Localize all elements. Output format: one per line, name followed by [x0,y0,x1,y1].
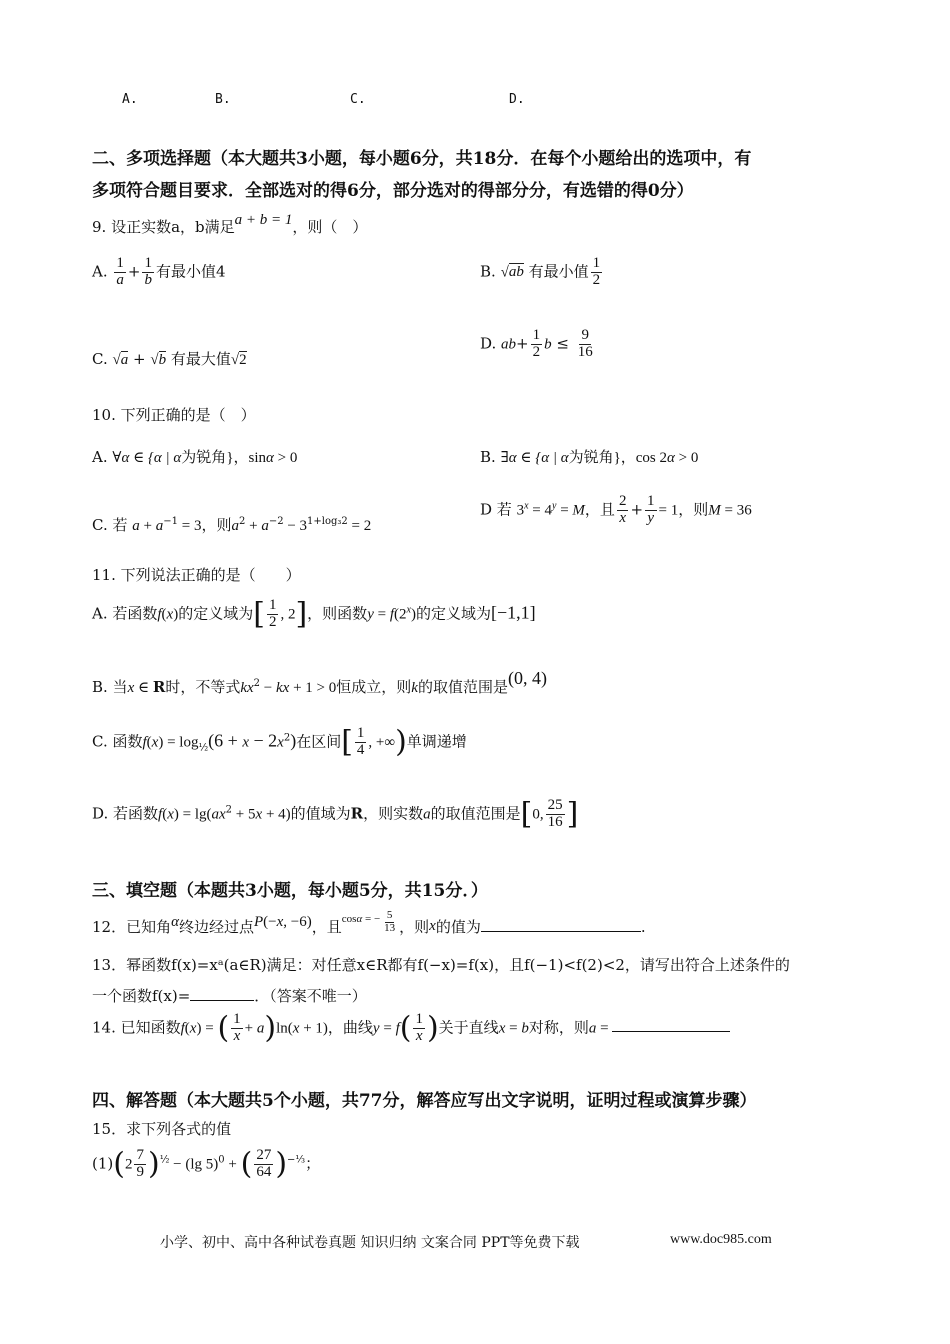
section4-heading: 四、解答题（本大题共5个小题，共77分，解答应写出文字说明，证明过程或演算步骤） [92,1091,757,1111]
q8-option-d: D. [509,92,525,107]
q13-answer-blank[interactable] [190,986,254,1001]
q11-stem: 11. 下列说法正确的是（ ） [92,566,301,584]
q10-option-b: B. ∃α ∈ {α | α为锐角}，cos 2α > 0 [480,448,699,466]
q11-option-d: D. 若函数$f(x) = \lg(ax^2 + 5x + 4)$的值域为R，则实数a的取值范围是[0, $\frac{25}{16}$ ] [92,796,579,832]
q9-option-c: C. √a + √b 有最大值√2 [92,350,247,368]
q9-option-d: D. ab+ $\frac{1}{2}$ b ≤ $\frac{9}{16}$ [480,327,593,360]
q13-line2: 一个函数f(x)= ．（答案不唯一） [92,987,367,1005]
footer-url[interactable]: www.doc985.com [670,1232,772,1247]
footer-text: 小学、初中、高中各种试卷真题 知识归纳 文案合同 PPT等免费下载 [160,1235,580,1251]
q8-option-c: C. [350,92,366,107]
q10-option-a: A. ∀α ∈ {α | α为锐角}，sinα > 0 [92,448,298,466]
section3-heading: 三、填空题（本题共3小题，每小题5分，共15分．） [92,881,488,901]
q11-option-b: B. 当x ∈ R时，不等式$kx^2$ − kx + 1 > 0恒成立，则k的取值范围是(0, 4) [92,668,547,696]
q8-option-a: A. [122,92,138,107]
q9-option-a: A. $\frac{1}{a}$ + $\frac{1}{b}$ 有最小值4 [92,255,226,288]
q13-line1: 13．幂函数f(x)=xᵃ(a∈R)满足：对任意x∈R都有f(−x)=f(x)，且f(−1)<f(2)<2，请写出符合上述条件的 [92,956,790,974]
q12-answer-blank[interactable] [481,917,641,932]
q15-part1: (1)(2 $\frac{7}{9}$ )$^{\frac{1}{2}}$ − (lg 5)$^0$ + ( $\frac{27}{64}$ )$^{-\frac{1}{3}}$； [92,1146,321,1182]
q9-stem: 9. 设正实数a，b满足a + b = 1，则（ ） [92,212,368,236]
q10-option-c: C. 若 $a + a^{-1} = 3$，则$a^2 + a^{-2} - 3^{1+log_32} = 2$ [92,516,372,534]
section2-heading-line1: 二、多项选择题（本大题共3小题，每小题6分，共18分．在每个小题给出的选项中，有 [92,149,752,169]
q14: 14. 已知函数f(x) = ( $\frac{1}{x}$ + a)ln(x + 1)，曲线y = f( $\frac{1}{x}$ )关于直线x = b对称，则a = [92,1012,730,1045]
q9-option-b: B. √ab 有最小值 $\frac{1}{2}$ [480,255,601,288]
q10-stem: 10. 下列正确的是（ ） [92,406,256,424]
q11-option-a: A. 若函数f(x)的定义域为[ $\frac{1}{2}$ , 2]，则函数$y = f(2^x)$的定义域为[−1,1] [92,596,536,632]
q11-option-c: C. 函数$f(x) = \log_{\frac{1}{2}}(6 + x - 2x^2)$在区间[ $\frac{1}{4}$ , +∞)单调递增 [92,724,467,760]
q14-answer-blank[interactable] [612,1017,730,1032]
section2-heading-line2: 多项符合题目要求．全部选对的得6分，部分选对的得部分分，有选错的得0分） [92,181,694,201]
q10-option-d: D 若 $3^x = 4^y = M$，且 $\frac{2}{x}$ + $\frac{1}{y}$ = 1，则M = 36 [480,493,752,526]
q15-stem: 15．求下列各式的值 [92,1120,232,1138]
q12: 12．已知角α终边经过点P(−x, −6)，且$^{cos\alpha}$ = − $\frac{5}{13}$ ，则x的值为 . [92,909,646,937]
q8-option-b: B. [215,92,231,107]
